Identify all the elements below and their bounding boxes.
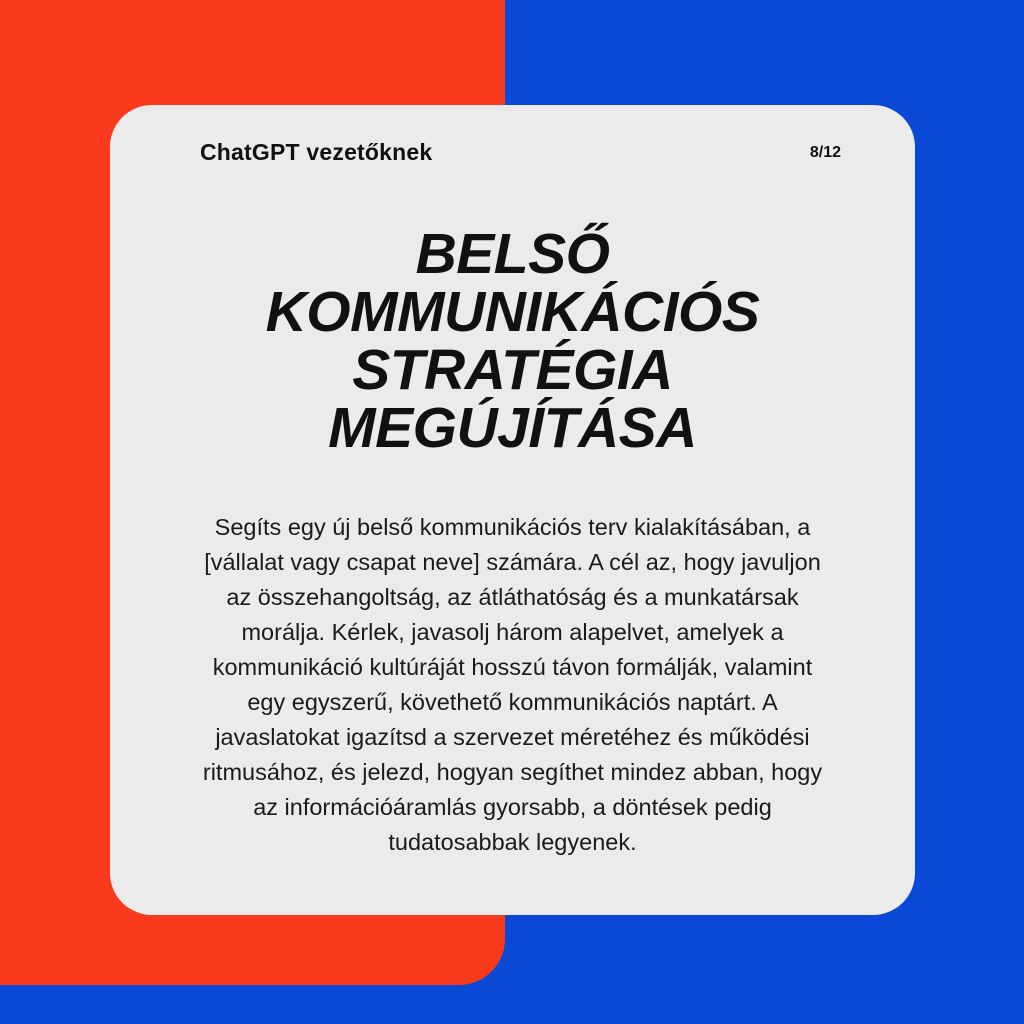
brand-label: ChatGPT vezetőknek [200, 139, 433, 165]
card-header [158, 139, 867, 179]
bottom-blue-strip [0, 985, 1024, 1024]
page-title: BELSŐ KOMMUNIKÁCIÓS STRATÉGIA MEGÚJÍTÁSA [265, 222, 760, 461]
content-card [110, 105, 915, 915]
body-paragraph: Segíts egy új belső kommunikációs terv kialakításában, a [vállalat vagy csapat neve] számára. A cél az, hogy javuljon az összehangoltság, az átláthatóság és a munkatársak morálja. Kérlek, javasolj három alapelvet, amelyek a kommunikáció kultúráját hosszú távon formálják, valamint egy egyszerű, követhető kommunikációs naptárt. A javaslatokat igazítsd a szervezet méretéhez és működési ritmusához, és jelezd, hogyan segíthet mindez abban, hogy az információáramlás gyorsabb, a döntések pedig tudatosabbak legyenek. [202, 513, 823, 855]
page-counter: 8/12 [809, 144, 841, 161]
